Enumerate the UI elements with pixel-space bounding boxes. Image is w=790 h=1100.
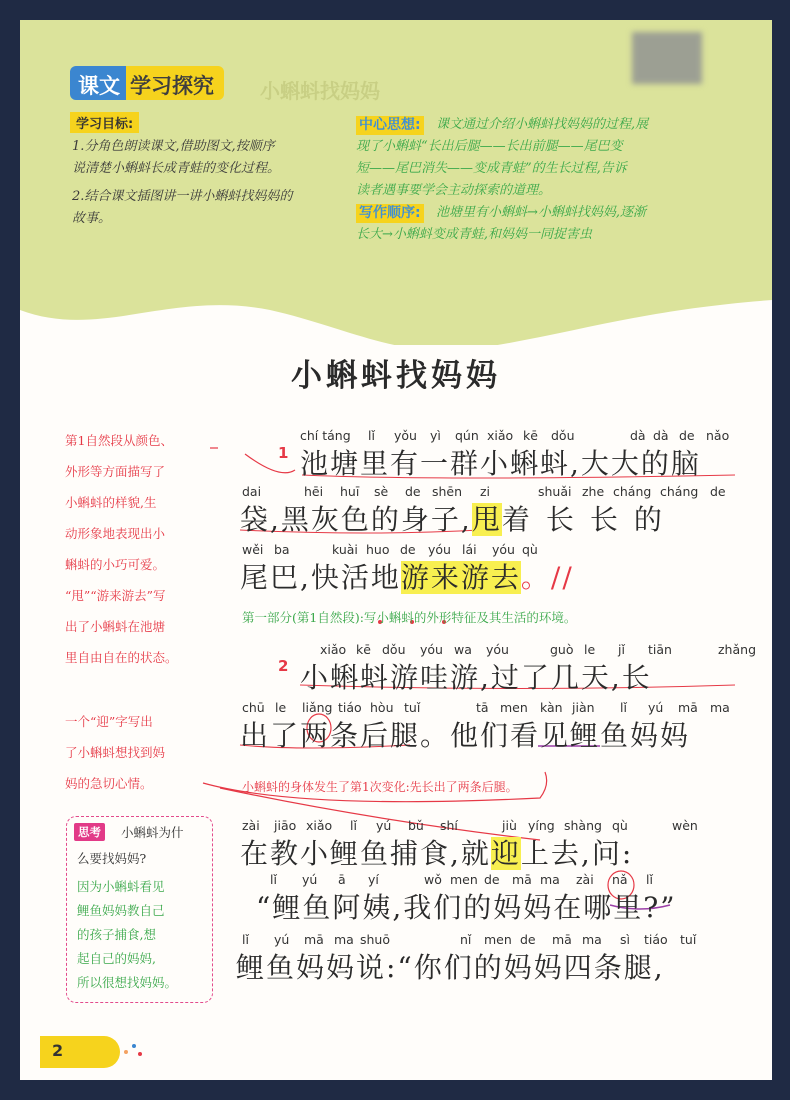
- pinyin: nǐ: [460, 932, 472, 947]
- pinyin: ma: [582, 932, 602, 947]
- text-line: [240, 832, 633, 872]
- think-answer: 起自己的妈妈,: [77, 951, 156, 966]
- paragraph-number: 1: [278, 444, 289, 462]
- think-label: 思考: [74, 823, 105, 841]
- pinyin: shuō: [360, 932, 391, 947]
- central-idea-line: 读者遇事要学会主动探索的道理。: [356, 183, 552, 198]
- pinyin: mā: [552, 932, 572, 947]
- pinyin: yóu: [420, 642, 443, 657]
- central-idea-line: 现了小蝌蚪“长出后腿——长出前腿——尾巴变: [356, 139, 623, 154]
- think-answer: 鲤鱼妈妈教自己: [77, 903, 165, 918]
- pinyin: de: [679, 428, 695, 443]
- annotation-line: 出了小蝌蚪在池塘: [65, 619, 166, 634]
- writing-order-line: 长大→小蝌蚪变成青蛙,和妈妈一同捉害虫: [356, 227, 593, 242]
- central-idea-line: 短——尾巴消失——变成青蛙”的生长过程,告诉: [356, 161, 627, 176]
- highlighted-word: 甩: [471, 503, 502, 536]
- pinyin: de: [400, 542, 416, 557]
- pinyin: zhe: [582, 484, 605, 499]
- side-annotation: [65, 425, 215, 673]
- dot: [124, 1050, 128, 1054]
- pinyin: jiù: [502, 818, 517, 833]
- side-annotation: [65, 706, 215, 799]
- annotation-line: 了小蝌蚪想找到妈: [65, 745, 166, 760]
- pinyin: yíng: [528, 818, 555, 833]
- pinyin: yú: [376, 818, 392, 833]
- pinyin: shí: [440, 818, 458, 833]
- text-line: 池塘里有一群小蝌蚪,大大的脑: [300, 447, 701, 480]
- pinyin: de: [710, 484, 726, 499]
- pinyin: tuǐ: [404, 700, 421, 715]
- goal-label: 学习目标:: [70, 112, 139, 133]
- pinyin: xiǎo: [320, 642, 347, 657]
- think-answer: 因为小蝌蚪看见: [77, 879, 165, 894]
- pinyin: chū: [242, 700, 265, 715]
- pinyin: cháng: [613, 484, 652, 499]
- pinyin: qún: [455, 428, 479, 443]
- pinyin: zi: [480, 484, 491, 499]
- text-line: 鲤鱼妈妈说:“你们的妈妈四条腿,: [236, 951, 665, 984]
- pinyin: tiáo: [338, 700, 362, 715]
- pinyin: men: [450, 872, 478, 887]
- pinyin: ma: [334, 932, 354, 947]
- annotation-line: 一个“迎”字写出: [65, 714, 153, 729]
- pinyin: wèn: [672, 818, 698, 833]
- think-question: 小蝌蚪为什: [121, 825, 184, 840]
- pinyin: zài: [576, 872, 594, 887]
- pinyin: yú: [302, 872, 318, 887]
- annotation-line: 妈的急切心情。: [65, 776, 153, 791]
- pinyin: qù: [612, 818, 628, 833]
- pinyin: wǒ: [424, 872, 442, 887]
- pinyin: yóu: [428, 542, 451, 557]
- text-segment: 上去,问:: [520, 837, 634, 870]
- text-segment: 。//: [520, 561, 574, 594]
- pinyin: jiāo: [274, 818, 297, 833]
- pinyin: liǎng: [302, 700, 333, 715]
- pinyin: lǐ: [368, 428, 375, 443]
- goal-line: 故事。: [72, 211, 112, 226]
- central-idea-line: 课文通过介绍小蝌蚪找妈妈的过程,展: [436, 117, 649, 132]
- pinyin: lái: [462, 542, 477, 557]
- pinyin: yóu: [492, 542, 515, 557]
- pinyin: lǐ: [646, 872, 653, 887]
- section-title-part2: 学习探究: [126, 66, 224, 100]
- pinyin: lǐ: [270, 872, 277, 887]
- pinyin: huo: [366, 542, 390, 557]
- pinyin: lǐ: [620, 700, 627, 715]
- page-number: 2: [52, 1041, 64, 1060]
- pinyin: kuài: [332, 542, 358, 557]
- annotation-line: “甩”“游来游去”写: [65, 588, 166, 603]
- pinyin: nǎ: [612, 872, 628, 887]
- text-line: [240, 556, 574, 596]
- page-number-tab: [40, 1036, 120, 1068]
- annotation-line: 里自由自在的状态。: [65, 650, 178, 665]
- pinyin: dǒu: [382, 642, 406, 657]
- pinyin: dà: [630, 428, 646, 443]
- highlighted-word: 迎: [490, 837, 521, 870]
- pinyin: yú: [274, 932, 290, 947]
- pinyin: hēi: [304, 484, 324, 499]
- pinyin: le: [584, 642, 596, 657]
- pinyin: guò: [550, 642, 574, 657]
- pinyin: tā: [476, 700, 489, 715]
- annotation-line: 动形象地表现出小: [65, 526, 166, 541]
- writing-order-label: 写作顺序:: [356, 204, 424, 223]
- pinyin: yóu: [486, 642, 509, 657]
- pinyin: lǐ: [242, 932, 249, 947]
- pinyin: kē: [356, 642, 371, 657]
- pinyin: dai: [242, 484, 262, 499]
- pinyin: de: [405, 484, 421, 499]
- goal-line: 说清楚小蝌蚪长成青蛙的变化过程。: [72, 161, 281, 176]
- pinyin: bǔ: [408, 818, 424, 833]
- text-line: “鲤鱼阿姨,我们的妈妈在哪里?”: [256, 891, 677, 924]
- part-summary: 第一部分(第1自然段):写小蝌蚪的外形特征及其生活的环境。: [242, 610, 577, 625]
- annotation-line: 蝌蚪的小巧可爱。: [65, 557, 166, 572]
- pinyin: dǒu: [551, 428, 575, 443]
- pinyin: yí: [368, 872, 379, 887]
- pinyin: shuǎi: [538, 484, 572, 499]
- pinyin: tiān: [648, 642, 672, 657]
- text-line: 出了两条后腿。他们看见鲤鱼妈妈: [240, 719, 691, 752]
- pinyin: zài: [242, 818, 260, 833]
- pinyin: sè: [374, 484, 389, 499]
- think-question: 么要找妈妈?: [77, 851, 147, 866]
- pinyin: jǐ: [618, 642, 625, 657]
- text-segment: 袋,黑灰色的身子,: [240, 503, 472, 536]
- pinyin: ma: [540, 872, 560, 887]
- pinyin: kàn: [540, 700, 563, 715]
- text-line: [240, 498, 678, 538]
- pinyin: ā: [338, 872, 346, 887]
- pinyin: wěi: [242, 542, 264, 557]
- pinyin: hòu: [370, 700, 394, 715]
- lesson-title: 小蝌蚪找妈妈: [291, 358, 501, 394]
- pinyin: jiàn: [572, 700, 595, 715]
- think-answer: 的孩子捕食,想: [77, 927, 156, 942]
- pinyin: lǐ: [350, 818, 357, 833]
- pinyin: yǒu: [394, 428, 417, 443]
- goal-line: 2.结合课文插图讲一讲小蝌蚪找妈妈的: [72, 189, 293, 204]
- ghost-title: 小蝌蚪找妈妈: [260, 79, 380, 103]
- change-note: 小蝌蚪的身体发生了第1次变化:先长出了两条后腿。: [242, 780, 518, 794]
- pinyin: sì: [620, 932, 630, 947]
- highlighted-word: 游来游去: [400, 561, 521, 594]
- pinyin: kē: [523, 428, 538, 443]
- text-segment: 尾巴,快活地: [240, 561, 401, 594]
- pinyin: yú: [648, 700, 664, 715]
- annotation-line: 小蝌蚪的样貌,生: [65, 495, 157, 510]
- pinyin: huī: [340, 484, 360, 499]
- goal-line: 1.分角色朗读课文,借助图文,按顺序: [72, 139, 275, 154]
- pinyin: mā: [304, 932, 324, 947]
- pinyin: ba: [274, 542, 290, 557]
- pinyin: tuǐ: [680, 932, 697, 947]
- pinyin: men: [500, 700, 528, 715]
- pinyin: wa: [454, 642, 472, 657]
- text-segment: 在教小鲤鱼捕食,就: [240, 837, 491, 870]
- pinyin: dà: [653, 428, 669, 443]
- annotation-line: 外形等方面描写了: [65, 464, 166, 479]
- pinyin: shēn: [432, 484, 463, 499]
- pinyin: mā: [678, 700, 698, 715]
- pinyin: de: [484, 872, 500, 887]
- dot: [132, 1044, 136, 1048]
- section-title-part1: 课文: [70, 66, 126, 100]
- think-answer: 所以很想找妈妈。: [77, 975, 178, 990]
- dot: [138, 1052, 142, 1056]
- pinyin: tiáo: [644, 932, 668, 947]
- pinyin: yì: [430, 428, 441, 443]
- pinyin: men: [484, 932, 512, 947]
- pinyin: xiǎo: [306, 818, 333, 833]
- pinyin: zhǎng: [718, 642, 757, 657]
- text-segment: 着长长的: [501, 503, 678, 536]
- pinyin: nǎo: [706, 428, 730, 443]
- writing-order-line: 池塘里有小蝌蚪→小蝌蚪找妈妈,逐渐: [436, 205, 647, 220]
- pinyin: mā: [512, 872, 532, 887]
- pinyin: shàng: [564, 818, 602, 833]
- pinyin: chí táng: [300, 428, 351, 443]
- central-idea-label: 中心思想:: [356, 116, 424, 135]
- pinyin: ma: [710, 700, 730, 715]
- think-box: [66, 816, 213, 1003]
- pinyin: xiǎo: [487, 428, 514, 443]
- pinyin: le: [275, 700, 287, 715]
- text-line: 小蝌蚪游哇游,过了几天,长: [300, 661, 652, 694]
- paragraph-number: 2: [278, 657, 289, 675]
- textbook-page: [20, 20, 772, 1080]
- pinyin: de: [520, 932, 536, 947]
- pinyin: cháng: [660, 484, 699, 499]
- annotation-line: 第1自然段从颜色、: [65, 433, 173, 448]
- pinyin: qù: [522, 542, 538, 557]
